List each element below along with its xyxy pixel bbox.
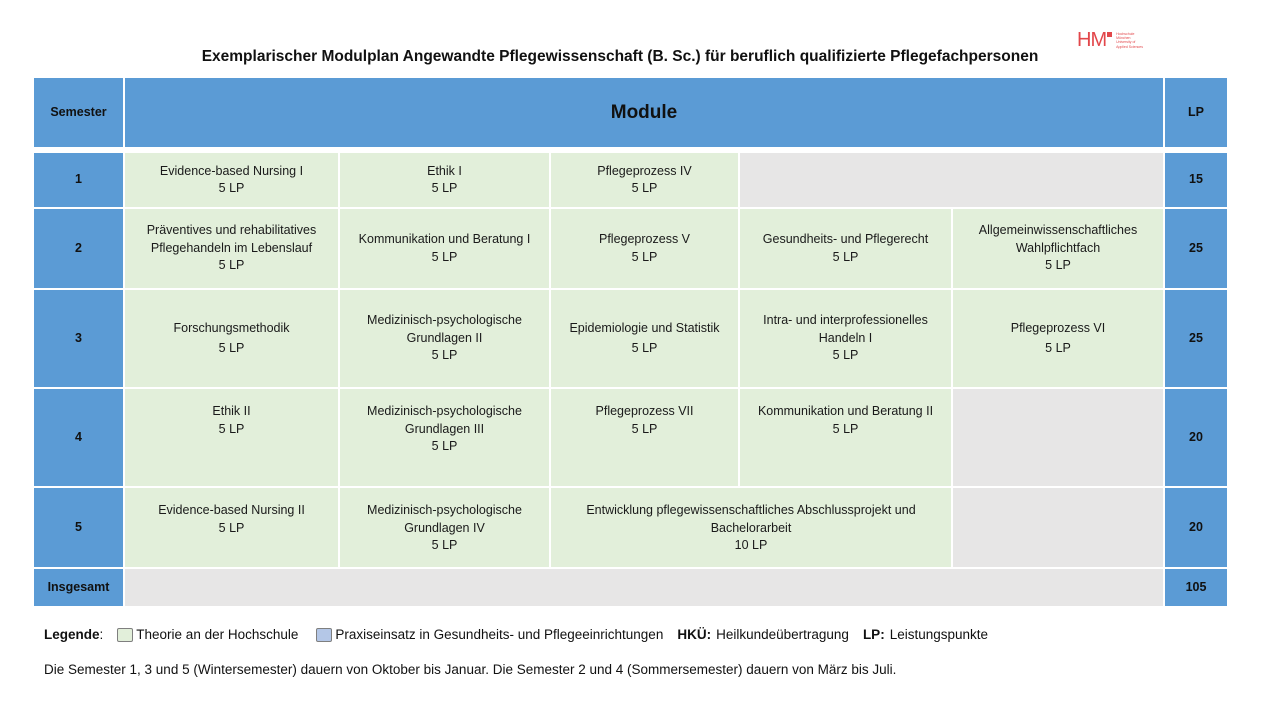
empty-cell (952, 388, 1164, 487)
practice-swatch-icon (316, 628, 332, 642)
semester-cell: 4 (33, 388, 124, 487)
module-name: Allgemeinwissenschaftliches Wahlpflichtfach (978, 223, 1138, 255)
hm-logo (1077, 30, 1143, 50)
logo-line: Hochschule (1116, 32, 1135, 36)
lp-cell: 15 (1164, 152, 1228, 208)
legend-label: Legende (44, 627, 100, 642)
module-name: Entwicklung pflegewissenschaftliches Abschlussprojekt und Bachelorarbeit (586, 503, 916, 535)
module-name: Pflegeprozess VII (595, 404, 694, 418)
empty-cell (739, 152, 1164, 208)
module-cell (952, 208, 1164, 289)
module-cell-wide (550, 487, 952, 568)
module-lp: 5 LP (832, 348, 859, 363)
header-semester: Semester (33, 77, 124, 148)
module-cell (124, 152, 339, 208)
header-module: Module (124, 77, 1164, 148)
module-lp: 10 LP (734, 538, 768, 552)
module-cell (739, 208, 952, 289)
theory-swatch-icon (117, 628, 133, 642)
logo-text (1116, 32, 1143, 49)
module-lp: 5 LP (832, 249, 859, 264)
module-lp: 5 LP (431, 249, 458, 264)
module-name: Ethik I (427, 163, 462, 178)
module-cell (339, 208, 550, 289)
module-cell (339, 289, 550, 388)
semester-cell: 2 (33, 208, 124, 289)
page-title: Exemplarischer Modulplan Angewandte Pflegewissenschaft (B. Sc.) für beruflich qualifizierte Pflegefachpersonen (201, 48, 1039, 65)
legend (44, 627, 988, 642)
semester-cell: 5 (33, 487, 124, 568)
module-name: Evidence-based Nursing II (158, 503, 305, 517)
legend-colon: : (99, 627, 104, 642)
module-cell (739, 388, 952, 487)
legend-lp-text: Leistungspunkte (889, 627, 989, 642)
module-lp: 5 LP (218, 421, 245, 436)
module-name: Intra- und interprofessionelles Handeln I (763, 313, 928, 345)
legend-practice: Praxiseinsatz in Gesundheits- und Pflegeeinrichtungen (335, 627, 664, 642)
module-cell (339, 152, 550, 208)
module-lp: 5 LP (431, 439, 458, 453)
module-cell (124, 289, 339, 388)
module-lp: 5 LP (218, 258, 245, 273)
module-cell (550, 289, 739, 388)
semester-cell: 3 (33, 289, 124, 388)
module-name: Ethik II (212, 404, 251, 418)
lp-cell: 25 (1164, 208, 1228, 289)
empty-cell (952, 487, 1164, 568)
module-cell (550, 208, 739, 289)
module-lp: 5 LP (218, 520, 245, 535)
module-lp: 5 LP (631, 181, 658, 195)
empty-cell (124, 568, 1164, 607)
module-name: Forschungsmethodik (173, 321, 290, 335)
module-cell (124, 487, 339, 568)
module-lp: 5 LP (431, 181, 458, 195)
semester-cell: 1 (33, 152, 124, 208)
module-cell (339, 487, 550, 568)
module-name: Medizinisch-psychologische Grundlagen IV (367, 503, 522, 535)
module-cell (339, 388, 550, 487)
module-name: Pflegeprozess IV (597, 163, 692, 178)
module-table (33, 77, 1228, 609)
module-lp: 5 LP (431, 348, 458, 363)
module-lp: 5 LP (1045, 258, 1071, 273)
lp-cell: 20 (1164, 487, 1228, 568)
module-name: Kommunikation und Beratung II (757, 404, 934, 418)
logo-mark: HM (1077, 29, 1107, 51)
module-name: Evidence-based Nursing I (159, 163, 304, 178)
module-name: Pflegeprozess VI (1010, 321, 1106, 335)
module-lp: 5 LP (832, 421, 859, 436)
module-cell (124, 208, 339, 289)
module-cell (952, 289, 1164, 388)
logo-line: University of (1116, 40, 1136, 45)
module-name: Medizinisch-psychologische Grundlagen III (367, 404, 522, 436)
legend-hku-abbr: HKÜ: (677, 627, 712, 642)
legend-theory: Theorie an der Hochschule (136, 627, 299, 642)
module-name: Kommunikation und Beratung I (358, 232, 531, 246)
header-lp: LP (1164, 77, 1228, 148)
module-name: Medizinisch-psychologische Grundlagen II (367, 313, 522, 345)
total-label: Insgesamt (33, 568, 124, 607)
module-name: Gesundheits- und Pflegerecht (762, 232, 929, 246)
module-lp: 5 LP (218, 340, 245, 355)
total-lp: 105 (1164, 568, 1228, 607)
module-lp: 5 LP (631, 249, 658, 264)
lp-cell: 25 (1164, 289, 1228, 388)
module-cell (550, 388, 739, 487)
module-name: Epidemiologie und Statistik (569, 321, 720, 335)
module-name: Pflegeprozess V (598, 232, 691, 246)
module-cell (124, 388, 339, 487)
logo-square-icon (1107, 32, 1112, 37)
logo-line: Applied Sciences (1116, 44, 1143, 49)
lp-cell: 20 (1164, 388, 1228, 487)
logo-line: München (1116, 36, 1131, 41)
semester-note: Die Semester 1, 3 und 5 (Wintersemester) dauern von Oktober bis Januar. Die Semester 2 und 4 (Sommersemester) dauern von März bis Juli. (44, 662, 897, 677)
module-lp: 5 LP (1045, 340, 1071, 355)
legend-lp-abbr: LP: (862, 627, 885, 642)
legend-hku-text: Heilkundeübertragung (716, 627, 849, 642)
module-lp: 5 LP (218, 181, 245, 195)
module-cell (550, 152, 739, 208)
module-name: Präventives und rehabilitatives Pflegehandeln im Lebenslauf (146, 223, 317, 255)
module-cell (739, 289, 952, 388)
module-lp: 5 LP (631, 340, 658, 355)
module-lp: 5 LP (631, 421, 658, 436)
module-lp: 5 LP (431, 538, 458, 552)
